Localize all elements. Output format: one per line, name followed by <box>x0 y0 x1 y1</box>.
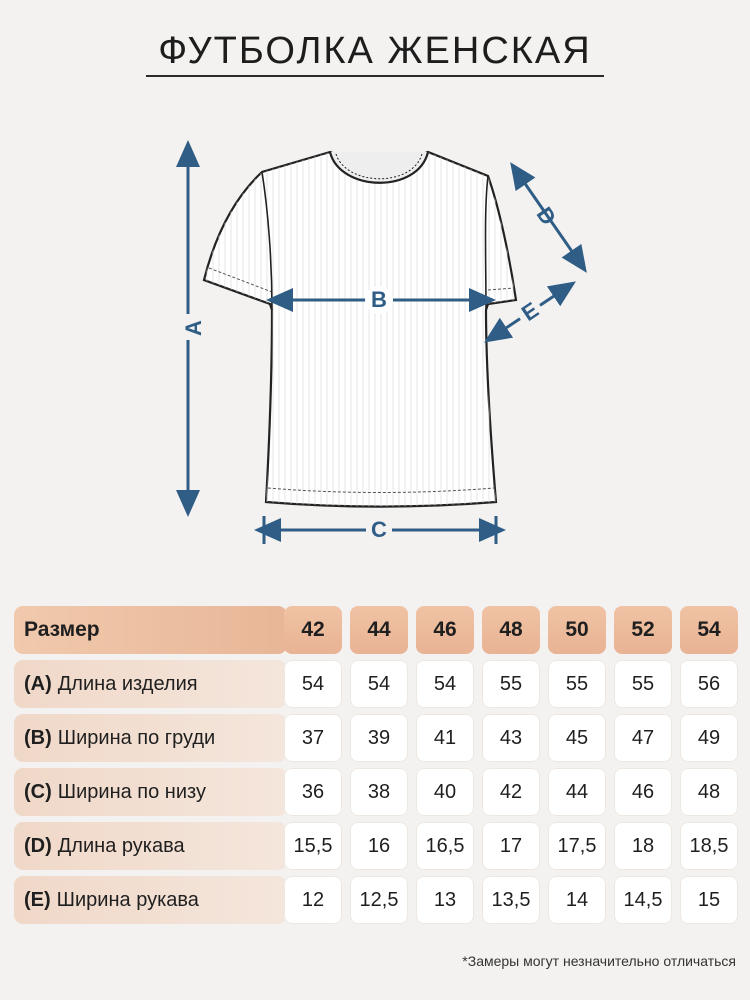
table-cell: 45 <box>548 714 606 762</box>
table-cell: 13 <box>416 876 474 924</box>
size-header: 46 <box>416 606 474 654</box>
table-cell: 55 <box>614 660 672 708</box>
table-row <box>14 822 744 870</box>
table-cell: 44 <box>548 768 606 816</box>
table-cell: 15,5 <box>284 822 342 870</box>
size-header: 50 <box>548 606 606 654</box>
row-label <box>14 660 287 708</box>
page-title: ФУТБОЛКА ЖЕНСКАЯ <box>158 30 592 72</box>
size-header: 52 <box>614 606 672 654</box>
size-header: 44 <box>350 606 408 654</box>
measure-b-label: B <box>371 286 387 312</box>
table-cell: 48 <box>680 768 738 816</box>
table-cell: 49 <box>680 714 738 762</box>
table-cell: 38 <box>350 768 408 816</box>
row-code: (A) <box>24 672 52 695</box>
footnote: *Замеры могут незначительно отличаться <box>462 953 736 969</box>
table-cell: 39 <box>350 714 408 762</box>
size-header: 42 <box>284 606 342 654</box>
row-name: Длина изделия <box>57 672 198 695</box>
table-cell: 18 <box>614 822 672 870</box>
size-header: 48 <box>482 606 540 654</box>
row-code: (B) <box>24 726 52 749</box>
row-label <box>14 822 287 870</box>
header-label: Размер <box>14 606 287 654</box>
measure-a-label: A <box>180 320 206 336</box>
table-cell: 15 <box>680 876 738 924</box>
table-cell: 18,5 <box>680 822 738 870</box>
tshirt-diagram <box>0 100 750 570</box>
table-cell: 41 <box>416 714 474 762</box>
table-cell: 42 <box>482 768 540 816</box>
table-cell: 12,5 <box>350 876 408 924</box>
row-name: Ширина по груди <box>57 726 216 749</box>
measure-e-label: E <box>516 297 544 327</box>
table-cell: 14,5 <box>614 876 672 924</box>
table-cell: 14 <box>548 876 606 924</box>
table-cell: 36 <box>284 768 342 816</box>
row-code: (D) <box>24 834 52 857</box>
table-cell: 43 <box>482 714 540 762</box>
table-cell: 13,5 <box>482 876 540 924</box>
table-cell: 54 <box>350 660 408 708</box>
row-label <box>14 876 287 924</box>
table-row <box>14 714 744 762</box>
table-cell: 16 <box>350 822 408 870</box>
table-row <box>14 768 744 816</box>
row-code: (C) <box>24 780 52 803</box>
size-header: 54 <box>680 606 738 654</box>
title-underline <box>146 75 604 77</box>
row-code: (E) <box>24 888 51 911</box>
table-cell: 54 <box>284 660 342 708</box>
table-row <box>14 660 744 708</box>
measure-c-label: C <box>371 516 387 542</box>
table-cell: 55 <box>548 660 606 708</box>
table-header-row <box>14 606 744 654</box>
table-cell: 54 <box>416 660 474 708</box>
table-row <box>14 876 744 924</box>
table-cell: 47 <box>614 714 672 762</box>
table-cell: 56 <box>680 660 738 708</box>
table-cell: 37 <box>284 714 342 762</box>
row-label <box>14 714 287 762</box>
table-cell: 17,5 <box>548 822 606 870</box>
table-cell: 55 <box>482 660 540 708</box>
table-cell: 40 <box>416 768 474 816</box>
table-cell: 16,5 <box>416 822 474 870</box>
table-cell: 17 <box>482 822 540 870</box>
row-name: Ширина по низу <box>57 780 206 803</box>
table-cell: 46 <box>614 768 672 816</box>
measure-d-label: D <box>531 202 562 230</box>
row-name: Ширина рукава <box>56 888 199 911</box>
row-name: Длина рукава <box>57 834 185 857</box>
row-label <box>14 768 287 816</box>
table-cell: 12 <box>284 876 342 924</box>
tshirt-shape <box>204 152 516 507</box>
